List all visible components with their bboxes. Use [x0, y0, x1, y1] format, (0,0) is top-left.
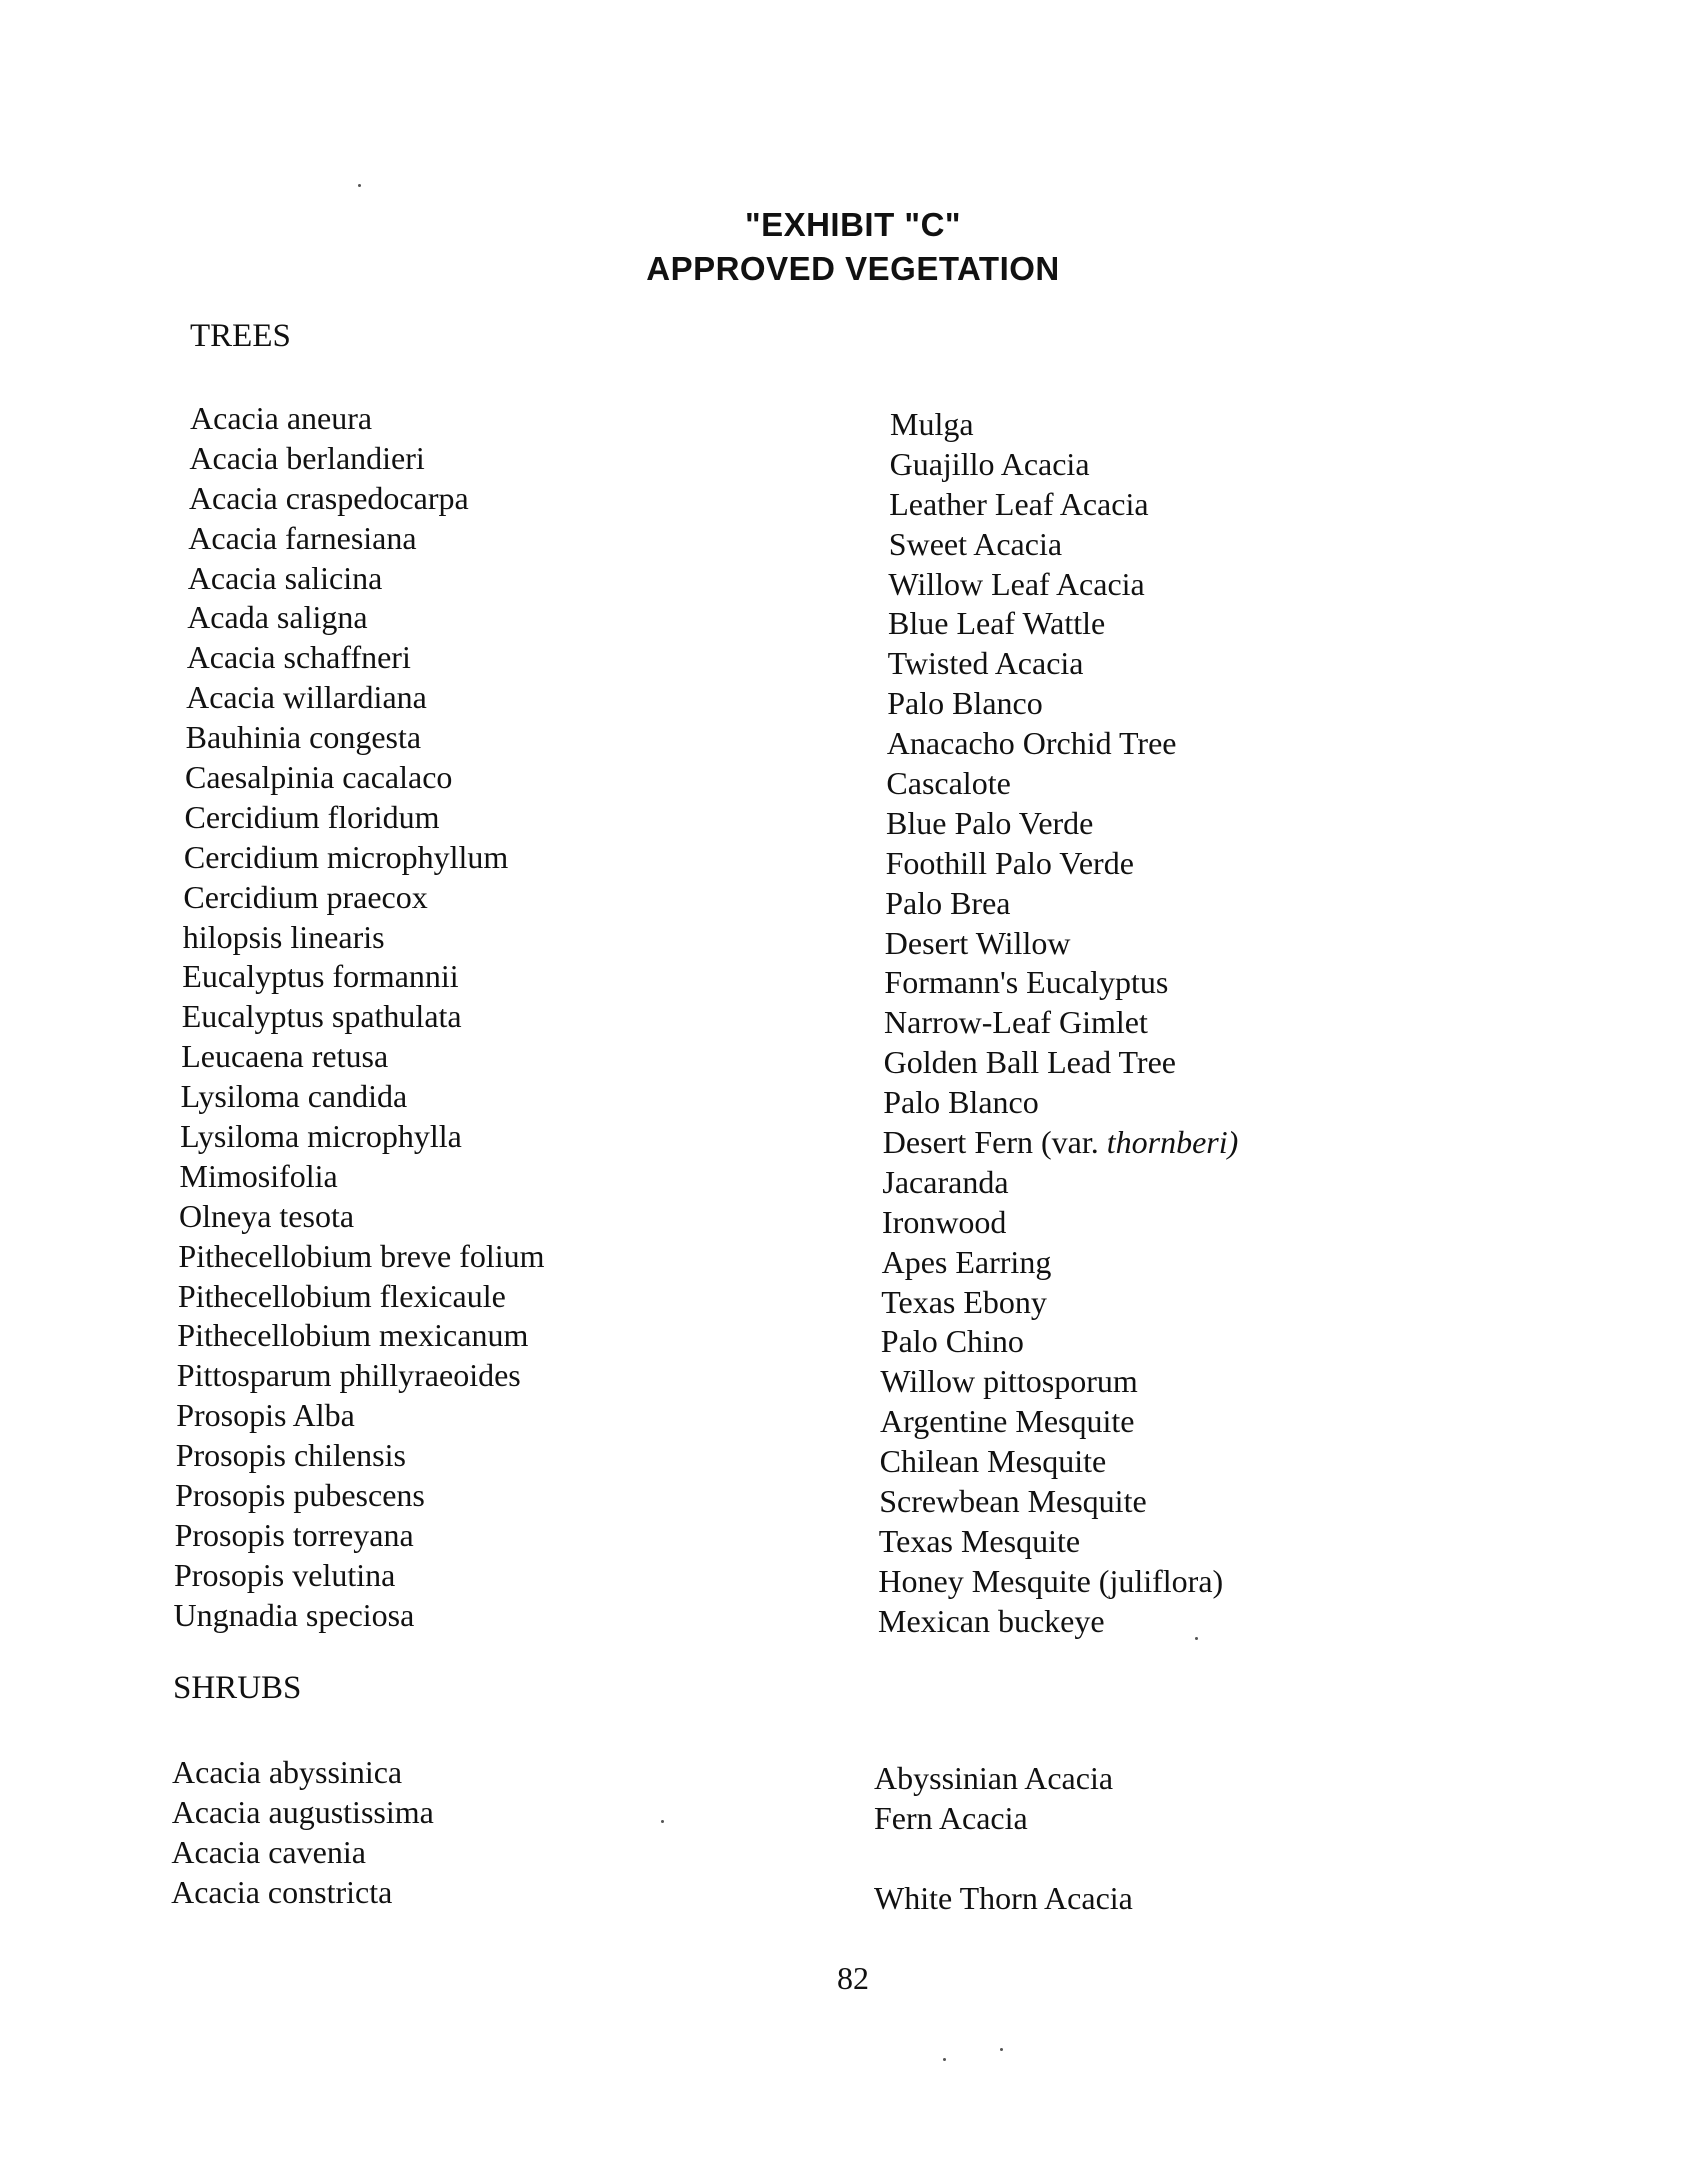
page-number: 82: [837, 1960, 869, 1996]
tree-scientific-name-text: Bauhinia congesta: [185, 719, 422, 756]
tree-scientific-name-text: Pithecellobium flexicaule: [177, 1277, 506, 1314]
tree-scientific-name-text: Cercidium microphyllum: [183, 838, 509, 875]
tree-common-name: [886, 803, 1241, 843]
tree-common-name: [887, 683, 1242, 723]
tree-common-name: [878, 1561, 1233, 1601]
tree-scientific-name-text: Caesalpinia cacalaco: [185, 759, 453, 796]
shrub-common-name-text: Abyssinian Acacia: [874, 1760, 1114, 1796]
tree-scientific-name: [189, 478, 555, 518]
shrubs-common-list: [874, 1758, 1133, 1918]
document-title-line-2: APPROVED VEGETATION: [646, 250, 1060, 287]
tree-common-name: [878, 1601, 1233, 1641]
tree-scientific-name-text: Prosopis torreyana: [174, 1516, 414, 1553]
scan-speck: [1000, 2048, 1003, 2051]
tree-common-name: [882, 1242, 1237, 1282]
trees-heading: TREES: [190, 318, 291, 354]
tree-common-name: [890, 404, 1245, 444]
tree-scientific-name-text: Prosopis Alba: [176, 1397, 355, 1434]
tree-scientific-name-text: Prosopis chilensis: [175, 1437, 406, 1474]
shrub-scientific-name: [172, 1792, 434, 1832]
tree-scientific-name: [178, 1276, 544, 1316]
tree-common-name: [881, 1282, 1236, 1322]
tree-common-name: [884, 1042, 1239, 1082]
tree-scientific-name-text: Acacia willardiana: [186, 679, 427, 716]
shrubs-scientific-list: [172, 1752, 434, 1912]
tree-common-name-text: Palo Blanco: [883, 1084, 1039, 1121]
tree-common-name: [885, 883, 1240, 923]
tree-scientific-name: [185, 797, 551, 837]
tree-scientific-name-text: Cercidium floridum: [184, 798, 440, 835]
tree-scientific-name: [183, 877, 549, 917]
shrub-common-name: [874, 1838, 1133, 1878]
tree-scientific-name-text: Acacia berlandieri: [189, 439, 425, 476]
tree-scientific-name-text: Leucaena retusa: [181, 1038, 389, 1075]
tree-scientific-name: [186, 717, 552, 757]
tree-scientific-name: [181, 1036, 547, 1076]
shrub-common-name-text: White Thorn Acacia: [874, 1879, 1133, 1916]
shrub-common-name: [874, 1798, 1133, 1838]
tree-scientific-name: [177, 1355, 543, 1395]
tree-common-name-text: Desert Fern (var.: [882, 1124, 1107, 1161]
tree-common-name: [884, 1002, 1239, 1042]
tree-scientific-name: [183, 917, 549, 957]
tree-scientific-name: [180, 1116, 546, 1156]
tree-scientific-name-text: Pittosparum phillyraeoides: [176, 1357, 521, 1394]
tree-common-name-text: Blue Palo Verde: [886, 804, 1094, 841]
tree-scientific-name-text: Eucalyptus spathulata: [181, 998, 462, 1035]
tree-scientific-name: [187, 637, 553, 677]
tree-scientific-name: [177, 1315, 543, 1355]
tree-common-name: [886, 843, 1241, 883]
tree-common-name-text: Cascalote: [886, 765, 1011, 802]
tree-scientific-name: [174, 1555, 540, 1595]
tree-scientific-name-text: Olneya tesota: [179, 1197, 355, 1234]
tree-common-name: [879, 1521, 1234, 1561]
tree-scientific-name: [184, 837, 550, 877]
tree-common-name: [880, 1441, 1235, 1481]
tree-scientific-name: [175, 1515, 541, 1555]
tree-scientific-name-text: Pithecellobium mexicanum: [177, 1317, 529, 1354]
tree-common-name: [880, 1361, 1235, 1401]
tree-common-name-text: Apes Earring: [881, 1243, 1052, 1280]
tree-common-name: [888, 564, 1243, 604]
tree-scientific-name: [188, 558, 554, 598]
tree-common-name: [889, 524, 1244, 564]
scan-speck: [943, 2058, 946, 2061]
tree-scientific-name-text: Eucalyptus formannii: [182, 958, 459, 995]
tree-common-name: [884, 962, 1239, 1002]
scan-speck: [1195, 1637, 1198, 1640]
tree-scientific-name-text: Acacia craspedocarpa: [188, 479, 469, 516]
tree-common-name-text: Palo Brea: [885, 884, 1011, 921]
shrub-common-name-text: Fern Acacia: [874, 1799, 1028, 1836]
tree-common-name: [887, 723, 1242, 763]
shrub-scientific-name-text: Acacia constricta: [171, 1873, 393, 1910]
tree-scientific-name: [188, 518, 554, 558]
scan-speck: [358, 184, 361, 187]
tree-common-name-text: Formann's Eucalyptus: [884, 964, 1169, 1001]
shrub-scientific-name-text: Acacia cavenia: [171, 1833, 366, 1870]
shrub-scientific-name: [171, 1872, 433, 1912]
tree-common-name-text: Screwbean Mesquite: [879, 1483, 1147, 1520]
tree-common-name-text: Twisted Acacia: [887, 645, 1084, 682]
tree-common-name: [882, 1202, 1237, 1242]
tree-scientific-name-text: Lysiloma candida: [180, 1078, 408, 1115]
tree-common-name-text: Mulga: [890, 406, 974, 442]
tree-common-name: [885, 923, 1240, 963]
tree-scientific-name: [179, 1196, 545, 1236]
tree-common-name-text: Leather Leaf Acacia: [889, 485, 1149, 522]
tree-scientific-name-text: Acacia salicina: [187, 559, 383, 596]
tree-common-name: [890, 444, 1245, 484]
shrubs-heading: SHRUBS: [173, 1670, 302, 1706]
document-title-line-1: "EXHIBIT "C": [744, 206, 962, 243]
shrub-scientific-name: [171, 1832, 433, 1872]
tree-scientific-name: [175, 1475, 541, 1515]
tree-common-name: [886, 763, 1241, 803]
tree-common-name-text: Texas Mesquite: [878, 1522, 1081, 1559]
tree-common-name-text: Jacaranda: [882, 1163, 1009, 1200]
tree-scientific-name: [182, 996, 548, 1036]
tree-common-name-text: Palo Blanco: [887, 685, 1043, 722]
tree-common-name: [883, 1082, 1238, 1122]
tree-common-name: [888, 643, 1243, 683]
tree-common-name-text: Desert Willow: [884, 924, 1071, 961]
tree-scientific-name-text: Prosopis velutina: [174, 1556, 396, 1593]
tree-scientific-name-text: Acacia farnesiana: [188, 519, 417, 556]
tree-common-name-text: Palo Chino: [880, 1323, 1024, 1360]
tree-scientific-name: [185, 757, 551, 797]
tree-scientific-name: [187, 597, 553, 637]
tree-scientific-name: [176, 1395, 542, 1435]
tree-common-name-text: Narrow-Leaf Gimlet: [884, 1004, 1148, 1041]
tree-scientific-name-text: Mimosifolia: [179, 1157, 338, 1194]
tree-common-name-text: Chilean Mesquite: [879, 1443, 1107, 1480]
tree-common-name-text: Texas Ebony: [881, 1283, 1047, 1320]
trees-scientific-list: [173, 398, 556, 1635]
tree-scientific-name: [176, 1435, 542, 1475]
tree-common-name-text: Willow Leaf Acacia: [888, 565, 1145, 602]
tree-common-name: [888, 603, 1243, 643]
shrub-common-name: [874, 1758, 1133, 1798]
tree-common-name: [881, 1321, 1236, 1361]
tree-scientific-name: [174, 1595, 540, 1635]
tree-common-name: [879, 1481, 1234, 1521]
tree-common-name-text: Anacacho Orchid Tree: [886, 725, 1177, 762]
tree-scientific-name: [182, 956, 548, 996]
tree-common-name-text: Mexican buckeye: [878, 1602, 1105, 1639]
tree-common-name: [882, 1162, 1237, 1202]
shrub-common-name: [874, 1878, 1133, 1918]
tree-scientific-name: [189, 438, 555, 478]
shrub-scientific-name-text: Acacia abyssinica: [172, 1754, 403, 1790]
tree-common-name-text: Sweet Acacia: [888, 525, 1063, 562]
tree-scientific-name-text: Lysiloma microphylla: [180, 1118, 462, 1155]
tree-scientific-name: [180, 1156, 546, 1196]
tree-common-name-text: Guajillo Acacia: [889, 445, 1090, 482]
shrub-scientific-name-text: Acacia augustissima: [171, 1793, 434, 1830]
tree-scientific-name-text: Ungnadia speciosa: [173, 1596, 415, 1633]
tree-scientific-name: [178, 1236, 544, 1276]
tree-scientific-name-text: Acacia schaffneri: [186, 639, 411, 676]
scan-speck: [661, 1820, 664, 1823]
tree-scientific-name-text: Pithecellobium breve folium: [178, 1237, 545, 1274]
tree-scientific-name-text: Cercidium praecox: [183, 878, 428, 915]
tree-scientific-name-text: hilopsis linearis: [182, 918, 385, 955]
tree-common-name-text: Foothill Palo Verde: [885, 844, 1134, 881]
tree-common-name-text: Argentine Mesquite: [880, 1403, 1135, 1440]
tree-scientific-name: [181, 1076, 547, 1116]
tree-common-name: [889, 484, 1244, 524]
variety-name: thornberi): [1106, 1124, 1239, 1161]
tree-common-name-text: Blue Leaf Wattle: [888, 605, 1106, 642]
tree-scientific-name: [190, 398, 556, 438]
tree-common-name: [880, 1401, 1235, 1441]
tree-common-name-text: Honey Mesquite (juliflora): [878, 1562, 1224, 1599]
tree-scientific-name-text: Acacia aneura: [190, 400, 373, 436]
tree-scientific-name: [186, 677, 552, 717]
tree-common-name-text: Golden Ball Lead Tree: [883, 1044, 1176, 1081]
shrub-scientific-name: [172, 1752, 434, 1792]
trees-common-list: [878, 404, 1245, 1641]
tree-scientific-name-text: Acada saligna: [187, 599, 368, 636]
tree-common-name-text: Willow pittosporum: [880, 1363, 1138, 1400]
tree-common-name: [883, 1122, 1238, 1162]
tree-scientific-name-text: Prosopis pubescens: [175, 1477, 425, 1514]
tree-common-name-text: Ironwood: [882, 1203, 1007, 1240]
